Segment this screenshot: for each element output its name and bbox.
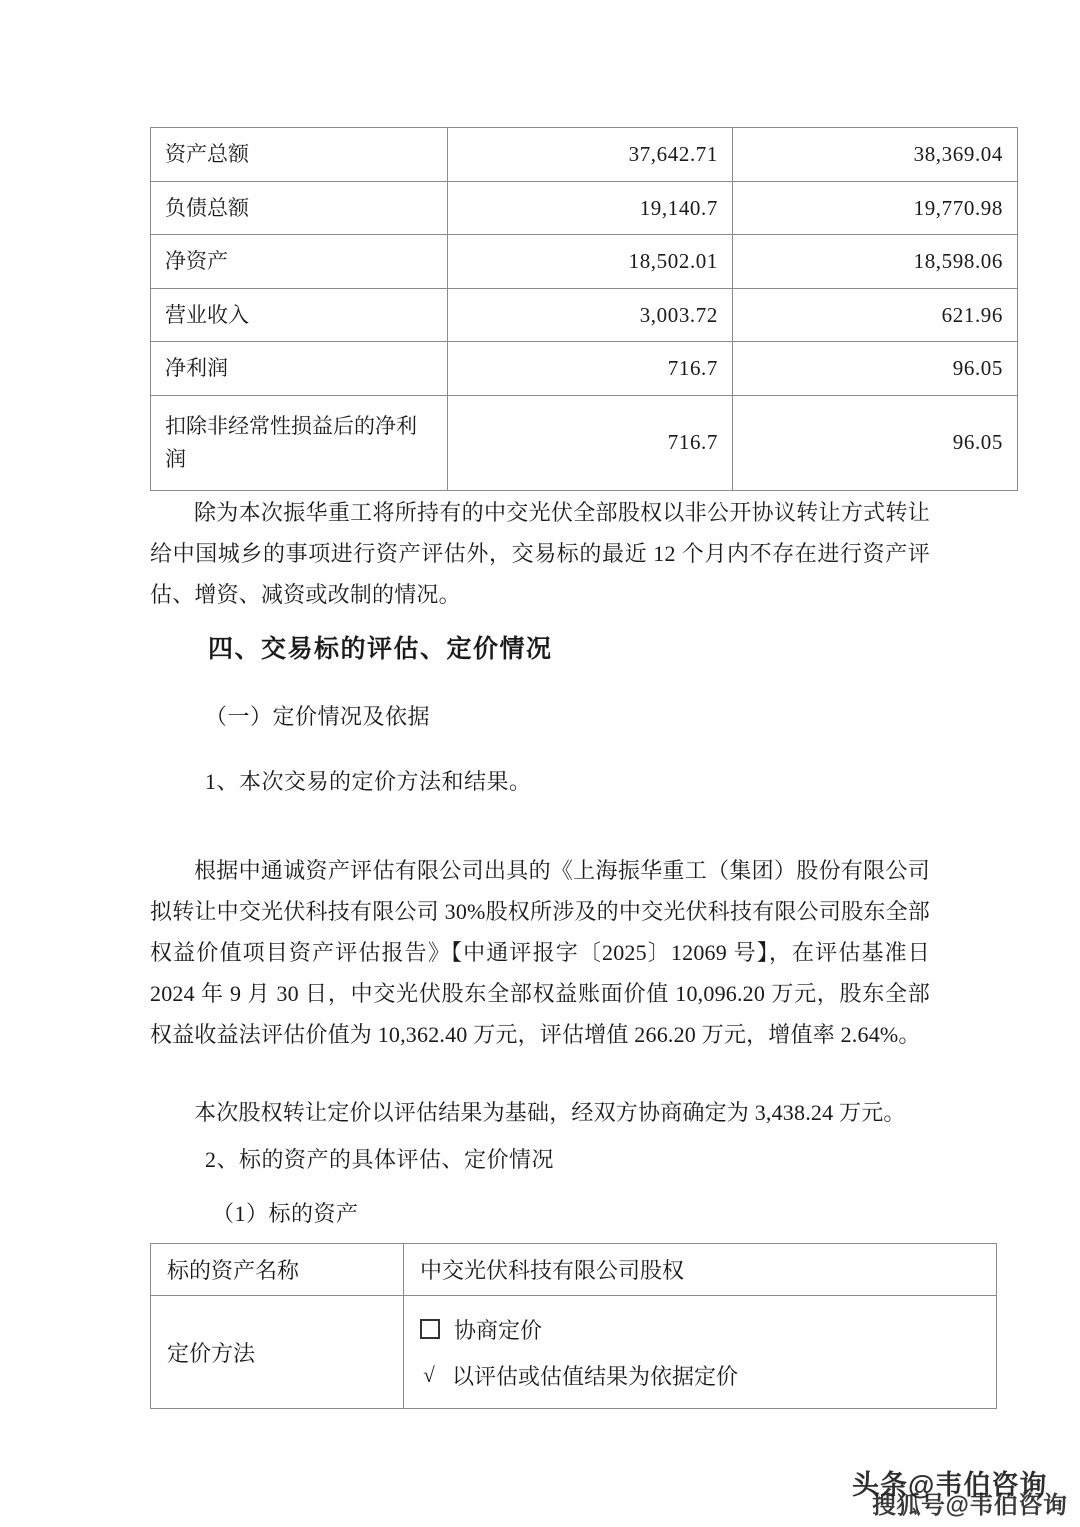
asset-name-value: 中交光伏科技有限公司股权 [404, 1244, 997, 1296]
row-label: 扣除非经常性损益后的净利润 [151, 395, 448, 490]
paragraph-transfer-price: 本次股权转让定价以评估结果为基础，经双方协商确定为 3,438.24 万元。 [194, 1100, 906, 1125]
paragraph-valuation-report: 根据中通诚资产评估有限公司出具的《上海振华重工（集团）股份有限公司拟转让中交光伏科技有限公司 30%股权所涉及的中交光伏科技有限公司股东全部权益价值项目资产评估报告》【中通评报字〔2025〕12069 号】，在评估基准日 2024 年 9 月 30 日，中交光伏股东全部权益账面价值 10,096.20 万元，股东全部权益收益法评估价值为 10,362.40 万元，评估增值 266.20 万元，增值率 2.64%。 [150, 858, 930, 1047]
row-label: 营业收入 [151, 288, 448, 342]
row-label: 资产总额 [151, 128, 448, 182]
table-row [151, 395, 1018, 490]
target-asset-table [150, 1243, 997, 1409]
list-item-two-one: （1）标的资产 [212, 1201, 359, 1226]
table-row [151, 1244, 997, 1296]
row-value-2: 621.96 [733, 288, 1018, 342]
pricing-option-label: 以评估或估值结果为依据定价 [452, 1363, 739, 1389]
table-row [151, 1296, 997, 1409]
row-label: 负债总额 [151, 181, 448, 235]
checkmark-icon[interactable]: √ [423, 1362, 435, 1387]
checkbox-unchecked-icon[interactable] [420, 1319, 440, 1339]
financial-table [150, 127, 1018, 491]
row-value-1: 37,642.71 [448, 128, 733, 182]
pricing-option-label: 协商定价 [454, 1317, 543, 1343]
row-value-1: 716.7 [448, 395, 733, 490]
table-row [151, 342, 1018, 396]
asset-name-label: 标的资产名称 [151, 1244, 404, 1296]
row-value-2: 18,598.06 [733, 235, 1018, 289]
subheading-pricing-basis: （一）定价情况及依据 [205, 704, 431, 729]
row-value-2: 19,770.98 [733, 181, 1018, 235]
list-item-two: 2、标的资产的具体评估、定价情况 [205, 1147, 555, 1172]
row-label: 净利润 [151, 342, 448, 396]
pricing-option-negotiated[interactable] [420, 1306, 980, 1352]
row-label: 净资产 [151, 235, 448, 289]
pricing-method-label: 定价方法 [151, 1296, 404, 1409]
pricing-option-appraisal[interactable] [420, 1352, 980, 1398]
table-row [151, 181, 1018, 235]
pricing-method-options [404, 1296, 997, 1409]
row-value-1: 18,502.01 [448, 235, 733, 289]
table-row [151, 235, 1018, 289]
row-value-2: 96.05 [733, 342, 1018, 396]
list-item-one: 1、本次交易的定价方法和结果。 [205, 769, 532, 794]
row-value-2: 38,369.04 [733, 128, 1018, 182]
paragraph-asset-evaluation-exception: 除为本次振华重工将所持有的中交光伏全部股权以非公开协议转让方式转让给中国城乡的事项进行资产评估外，交易标的最近 12 个月内不存在进行资产评估、增资、减资或改制的情况。 [150, 500, 930, 607]
row-value-1: 716.7 [448, 342, 733, 396]
heading-section-four: 四、交易标的评估、定价情况 [208, 635, 553, 663]
row-value-2: 96.05 [733, 395, 1018, 490]
table-row [151, 288, 1018, 342]
table-row [151, 128, 1018, 182]
row-value-1: 3,003.72 [448, 288, 733, 342]
watermark-toutiao: 头条@韦伯咨询 [852, 1470, 1048, 1500]
watermark-sohu: 搜狐号@韦伯咨询 [872, 1492, 1068, 1519]
asset-table [150, 1243, 997, 1409]
row-value-1: 19,140.7 [448, 181, 733, 235]
financial-summary-table [150, 127, 1018, 491]
